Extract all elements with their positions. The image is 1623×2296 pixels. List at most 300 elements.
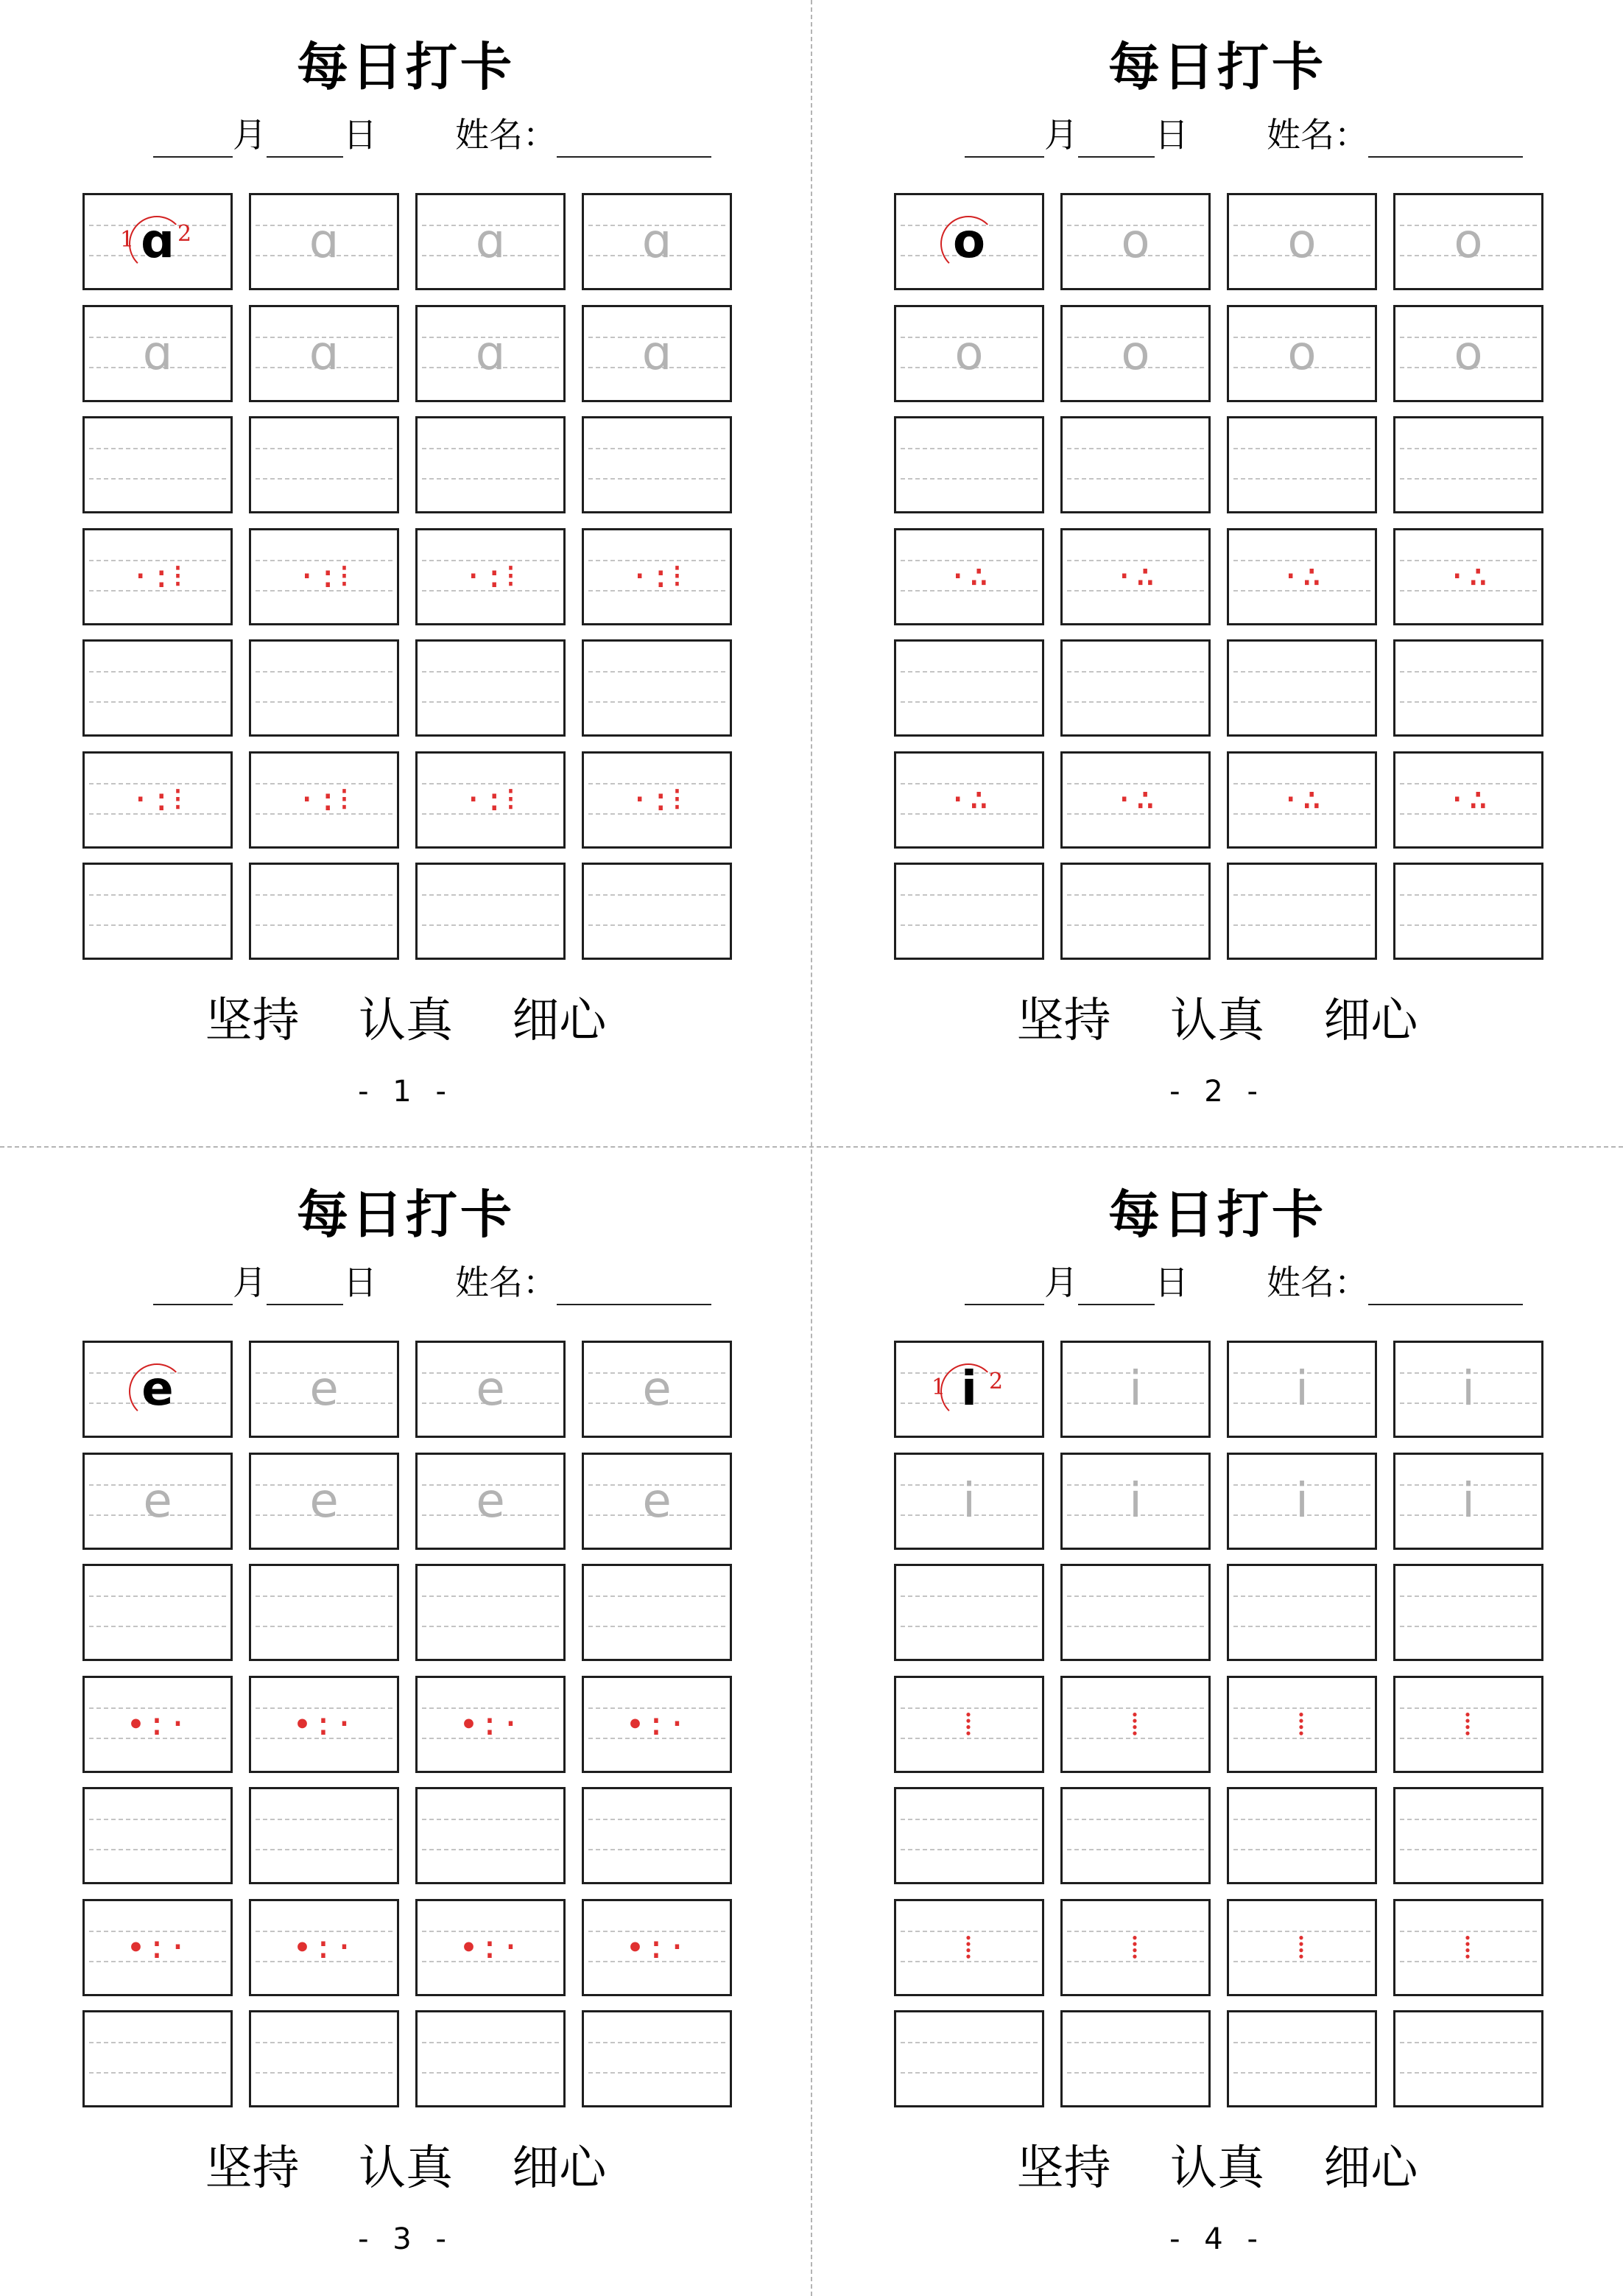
practice-cell[interactable] xyxy=(1227,1676,1377,1773)
dotted-trace-guide: ⁞ xyxy=(1296,1705,1308,1743)
practice-cell[interactable] xyxy=(1393,639,1543,737)
practice-cell[interactable] xyxy=(1393,305,1543,402)
practice-cell[interactable] xyxy=(1227,751,1377,849)
dotted-trace-guide: ·:⁝ xyxy=(297,558,351,595)
practice-cell[interactable] xyxy=(1227,1899,1377,1996)
practice-cell[interactable] xyxy=(1060,2010,1211,2107)
stroke-direction-arc xyxy=(129,216,185,272)
guide-line xyxy=(1400,924,1537,926)
practice-cell[interactable] xyxy=(1060,1899,1211,1996)
guide-line xyxy=(89,1595,226,1597)
practice-cell[interactable] xyxy=(1393,1453,1543,1550)
practice-cell[interactable] xyxy=(1060,1787,1211,1884)
practice-cell[interactable] xyxy=(249,1787,399,1884)
guide-line xyxy=(256,894,392,896)
guide-line xyxy=(1233,1849,1370,1850)
guide-line xyxy=(1233,1595,1370,1597)
practice-cell[interactable] xyxy=(82,1787,233,1884)
guide-line xyxy=(1400,1849,1537,1850)
guide-line xyxy=(588,701,725,703)
trace-letter: e xyxy=(476,1474,505,1528)
practice-cell[interactable] xyxy=(249,416,399,513)
practice-cell[interactable] xyxy=(249,1676,399,1773)
practice-cell[interactable] xyxy=(1060,1564,1211,1661)
name-blank[interactable] xyxy=(1368,1268,1523,1305)
guide-line xyxy=(588,924,725,926)
guide-line xyxy=(256,701,392,703)
practice-cell[interactable] xyxy=(1227,639,1377,737)
practice-cell[interactable] xyxy=(582,305,732,402)
practice-cell[interactable] xyxy=(1227,1341,1377,1438)
practice-cell[interactable] xyxy=(249,193,399,290)
practice-cell[interactable] xyxy=(1393,528,1543,625)
guide-line xyxy=(422,1819,559,1820)
dotted-trace-guide: ·:⁝ xyxy=(130,781,185,818)
dotted-trace-guide: ∙:· xyxy=(126,1928,189,1966)
guide-line xyxy=(1233,671,1370,673)
practice-cell[interactable] xyxy=(1393,1676,1543,1773)
dotted-trace-guide: ·∴ xyxy=(1281,558,1323,595)
trace-letter: o xyxy=(1121,214,1150,269)
name-label: 姓名： xyxy=(455,115,557,155)
practice-cell[interactable] xyxy=(415,1676,566,1773)
stroke-direction-arc xyxy=(129,1363,185,1419)
guide-line xyxy=(1067,924,1204,926)
practice-cell[interactable] xyxy=(1227,1453,1377,1550)
page-number: - 3 - xyxy=(358,2222,454,2256)
practice-cell[interactable] xyxy=(82,1564,233,1661)
day-blank[interactable] xyxy=(1078,121,1155,158)
worksheet-title: 每日打卡 xyxy=(1108,37,1326,97)
day-blank[interactable] xyxy=(1078,1268,1155,1305)
practice-cell[interactable] xyxy=(894,639,1044,737)
date-name-line xyxy=(153,112,711,158)
practice-cell[interactable] xyxy=(82,416,233,513)
guide-line xyxy=(256,448,392,449)
guide-line xyxy=(1067,2072,1204,2074)
guide-line xyxy=(1400,1626,1537,1627)
month-label: 月 xyxy=(1044,1263,1078,1302)
page-number: - 1 - xyxy=(358,1075,454,1109)
guide-line xyxy=(89,2072,226,2074)
trace-letter: ɑ xyxy=(309,326,339,381)
practice-cell[interactable] xyxy=(582,1564,732,1661)
practice-cell[interactable] xyxy=(1060,528,1211,625)
worksheet-title: 每日打卡 xyxy=(297,1184,515,1245)
guide-line xyxy=(901,2072,1038,2074)
practice-cell[interactable] xyxy=(415,1564,566,1661)
guide-line xyxy=(256,1849,392,1850)
guide-line xyxy=(588,894,725,896)
month-blank[interactable] xyxy=(153,121,233,158)
trace-letter: e xyxy=(642,1362,672,1416)
practice-cell[interactable] xyxy=(894,193,1044,290)
guide-line xyxy=(1067,1626,1204,1627)
day-label: 日 xyxy=(343,115,377,155)
dotted-trace-guide: ⁞ xyxy=(1130,1928,1141,1966)
guide-line xyxy=(1233,894,1370,896)
trace-letter: i xyxy=(1462,1474,1475,1528)
guide-line xyxy=(1233,924,1370,926)
practice-cell[interactable] xyxy=(415,1341,566,1438)
practice-cell[interactable] xyxy=(249,305,399,402)
guide-line xyxy=(1400,1819,1537,1820)
trace-letter: o xyxy=(1454,214,1483,269)
trace-letter: ɑ xyxy=(475,326,506,381)
guide-line xyxy=(422,1595,559,1597)
name-label: 姓名： xyxy=(1267,115,1368,155)
motto: 坚持 认真 细心 xyxy=(1016,994,1418,1048)
guide-line xyxy=(1400,1595,1537,1597)
practice-cell[interactable] xyxy=(415,1787,566,1884)
practice-cell[interactable] xyxy=(582,1787,732,1884)
motto: 坚持 认真 细心 xyxy=(205,2141,607,2196)
practice-cell[interactable] xyxy=(415,1453,566,1550)
guide-line xyxy=(422,448,559,449)
practice-cell[interactable] xyxy=(82,1341,233,1438)
guide-line xyxy=(422,1849,559,1850)
practice-cell[interactable] xyxy=(249,751,399,849)
worksheet-title: 每日打卡 xyxy=(297,37,515,97)
guide-line xyxy=(1067,2042,1204,2043)
practice-cell[interactable] xyxy=(415,416,566,513)
practice-cell[interactable] xyxy=(1227,863,1377,960)
trace-letter: o xyxy=(1454,326,1483,381)
guide-line xyxy=(588,1595,725,1597)
practice-cell[interactable] xyxy=(249,1899,399,1996)
dotted-trace-guide: ·:⁝ xyxy=(630,781,684,818)
trace-letter: i xyxy=(1295,1474,1309,1528)
guide-line xyxy=(901,701,1038,703)
month-label: 月 xyxy=(233,1263,267,1302)
guide-line xyxy=(89,478,226,480)
guide-line xyxy=(1067,478,1204,480)
guide-line xyxy=(1233,478,1370,480)
worksheet-2 xyxy=(812,0,1623,1148)
guide-line xyxy=(1400,2042,1537,2043)
practice-cell[interactable] xyxy=(1393,1341,1543,1438)
guide-line xyxy=(1067,894,1204,896)
guide-line xyxy=(588,448,725,449)
trace-letter: o xyxy=(1287,326,1317,381)
guide-line xyxy=(256,1595,392,1597)
dotted-trace-guide: ⁞ xyxy=(1296,1928,1308,1966)
practice-cell[interactable] xyxy=(249,1453,399,1550)
practice-cell[interactable] xyxy=(894,1676,1044,1773)
trace-letter: ɑ xyxy=(475,214,506,269)
practice-cell[interactable] xyxy=(1060,193,1211,290)
practice-cell[interactable] xyxy=(1227,528,1377,625)
guide-line xyxy=(588,478,725,480)
trace-letter: o xyxy=(954,326,984,381)
name-label: 姓名： xyxy=(455,1263,557,1302)
dotted-trace-guide: ·:⁝ xyxy=(463,558,518,595)
practice-cell[interactable] xyxy=(415,2010,566,2107)
day-blank[interactable] xyxy=(267,121,343,158)
practice-cell[interactable] xyxy=(82,1899,233,1996)
practice-cell[interactable] xyxy=(1060,1453,1211,1550)
trace-letter: i xyxy=(962,1474,976,1528)
guide-line xyxy=(1400,894,1537,896)
practice-cell[interactable] xyxy=(82,751,233,849)
guide-line xyxy=(89,2042,226,2043)
practice-cell[interactable] xyxy=(582,528,732,625)
guide-line xyxy=(901,1595,1038,1597)
guide-line xyxy=(89,701,226,703)
dotted-trace-guide: ⁞ xyxy=(1130,1705,1141,1743)
trace-letter: i xyxy=(1129,1474,1142,1528)
practice-cell[interactable] xyxy=(1393,2010,1543,2107)
practice-cell[interactable] xyxy=(582,1453,732,1550)
month-blank[interactable] xyxy=(153,1268,233,1305)
practice-cell[interactable] xyxy=(1393,1787,1543,1884)
model-letter: o xyxy=(953,214,985,269)
practice-cell[interactable] xyxy=(1227,193,1377,290)
guide-line xyxy=(588,2072,725,2074)
trace-letter: i xyxy=(1462,1362,1475,1416)
guide-line xyxy=(256,924,392,926)
stroke-direction-arc xyxy=(940,216,996,272)
practice-cell[interactable] xyxy=(82,639,233,737)
guide-line xyxy=(1067,1849,1204,1850)
guide-line xyxy=(89,1819,226,1820)
guide-line xyxy=(901,924,1038,926)
practice-cell[interactable] xyxy=(894,416,1044,513)
guide-line xyxy=(89,924,226,926)
practice-cell[interactable] xyxy=(82,193,233,290)
dotted-trace-guide: ∙:· xyxy=(625,1928,689,1966)
dotted-trace-guide: ⁞ xyxy=(963,1928,975,1966)
practice-cell[interactable] xyxy=(415,1899,566,1996)
guide-line xyxy=(1233,701,1370,703)
guide-line xyxy=(901,1849,1038,1850)
day-label: 日 xyxy=(1155,1263,1189,1302)
trace-letter: ɑ xyxy=(309,214,339,269)
practice-cell[interactable] xyxy=(894,1453,1044,1550)
dotted-trace-guide: ∙:· xyxy=(459,1705,522,1743)
worksheet-title: 每日打卡 xyxy=(1108,1184,1326,1245)
practice-cell[interactable] xyxy=(415,528,566,625)
trace-letter: o xyxy=(1287,214,1317,269)
date-name-line xyxy=(965,112,1523,158)
practice-cell[interactable] xyxy=(1227,2010,1377,2107)
practice-cell[interactable] xyxy=(894,751,1044,849)
guide-line xyxy=(1400,2072,1537,2074)
practice-cell[interactable] xyxy=(1393,193,1543,290)
practice-cell[interactable] xyxy=(1060,751,1211,849)
stroke-order-number: 2 xyxy=(989,1369,1004,1394)
dotted-trace-guide: ·∴ xyxy=(1447,781,1490,818)
guide-line xyxy=(256,1626,392,1627)
dotted-trace-guide: ·∴ xyxy=(948,781,990,818)
guide-line xyxy=(256,671,392,673)
practice-cell[interactable] xyxy=(582,751,732,849)
worksheet-4 xyxy=(812,1148,1623,2295)
practice-cell[interactable] xyxy=(82,2010,233,2107)
guide-line xyxy=(89,671,226,673)
dotted-trace-guide: ∙:· xyxy=(459,1928,522,1966)
guide-line xyxy=(1233,1819,1370,1820)
guide-line xyxy=(89,1849,226,1850)
dotted-trace-guide: ·∴ xyxy=(1114,558,1157,595)
practice-cell[interactable] xyxy=(1393,1564,1543,1661)
trace-letter: e xyxy=(309,1474,339,1528)
practice-cell[interactable] xyxy=(1393,1899,1543,1996)
practice-cell[interactable] xyxy=(415,863,566,960)
practice-cell[interactable] xyxy=(894,863,1044,960)
guide-line xyxy=(256,2042,392,2043)
practice-cell[interactable] xyxy=(1227,305,1377,402)
dotted-trace-guide: ·:⁝ xyxy=(130,558,185,595)
worksheet-1 xyxy=(0,0,812,1148)
dotted-trace-guide: ·∴ xyxy=(1114,781,1157,818)
guide-line xyxy=(89,1626,226,1627)
practice-cell[interactable] xyxy=(582,2010,732,2107)
practice-cell[interactable] xyxy=(82,1676,233,1773)
guide-line xyxy=(1067,448,1204,449)
practice-cell[interactable] xyxy=(249,1564,399,1661)
practice-cell[interactable] xyxy=(1393,416,1543,513)
guide-line xyxy=(901,671,1038,673)
practice-cell[interactable] xyxy=(415,193,566,290)
guide-line xyxy=(422,701,559,703)
trace-letter: e xyxy=(143,1474,172,1528)
guide-line xyxy=(1233,1626,1370,1627)
guide-line xyxy=(89,448,226,449)
guide-line xyxy=(588,671,725,673)
dotted-trace-guide: ⁞ xyxy=(1462,1705,1474,1743)
day-label: 日 xyxy=(343,1263,377,1302)
guide-line xyxy=(901,894,1038,896)
stroke-direction-arc xyxy=(940,1363,996,1419)
guide-line xyxy=(422,478,559,480)
practice-cell[interactable] xyxy=(415,639,566,737)
month-blank[interactable] xyxy=(965,1268,1044,1305)
practice-cell[interactable] xyxy=(82,863,233,960)
guide-line xyxy=(1400,671,1537,673)
practice-cell[interactable] xyxy=(1060,305,1211,402)
guide-line xyxy=(901,1819,1038,1820)
guide-line xyxy=(422,2072,559,2074)
model-letter: ɑ xyxy=(141,214,175,269)
practice-cell[interactable] xyxy=(894,528,1044,625)
practice-cell[interactable] xyxy=(249,639,399,737)
month-blank[interactable] xyxy=(965,121,1044,158)
date-name-line xyxy=(965,1260,1523,1305)
practice-cell[interactable] xyxy=(249,528,399,625)
guide-line xyxy=(422,2042,559,2043)
guide-line xyxy=(588,1819,725,1820)
name-blank[interactable] xyxy=(1368,121,1523,158)
guide-line xyxy=(901,1626,1038,1627)
practice-cell[interactable] xyxy=(415,305,566,402)
practice-cell[interactable] xyxy=(82,528,233,625)
trace-letter: i xyxy=(1129,1362,1142,1416)
dotted-trace-guide: ⁞ xyxy=(1462,1928,1474,1966)
guide-line xyxy=(256,1819,392,1820)
dotted-trace-guide: ·:⁝ xyxy=(297,781,351,818)
guide-line xyxy=(256,478,392,480)
trace-letter: e xyxy=(642,1474,672,1528)
practice-cell[interactable] xyxy=(582,1899,732,1996)
practice-cell[interactable] xyxy=(1227,1787,1377,1884)
practice-cell[interactable] xyxy=(1393,863,1543,960)
guide-line xyxy=(89,894,226,896)
practice-cell[interactable] xyxy=(894,1899,1044,1996)
practice-cell[interactable] xyxy=(582,639,732,737)
practice-cell[interactable] xyxy=(249,1341,399,1438)
practice-cell[interactable] xyxy=(582,863,732,960)
practice-cell[interactable] xyxy=(894,305,1044,402)
dotted-trace-guide: ·∴ xyxy=(1447,558,1490,595)
guide-line xyxy=(588,1626,725,1627)
model-letter: i xyxy=(961,1362,977,1416)
guide-line xyxy=(422,1626,559,1627)
practice-cell[interactable] xyxy=(894,1564,1044,1661)
practice-cell[interactable] xyxy=(582,1341,732,1438)
motto: 坚持 认真 细心 xyxy=(1016,2141,1418,2196)
dotted-trace-guide: ∙:· xyxy=(292,1928,356,1966)
practice-cell[interactable] xyxy=(82,1453,233,1550)
guide-line xyxy=(1400,448,1537,449)
practice-cell[interactable] xyxy=(82,305,233,402)
stroke-order-number: 1 xyxy=(120,227,135,253)
guide-line xyxy=(1400,701,1537,703)
guide-line xyxy=(422,894,559,896)
dotted-trace-guide: ·∴ xyxy=(948,558,990,595)
dotted-trace-guide: ∙:· xyxy=(126,1705,189,1743)
guide-line xyxy=(901,478,1038,480)
day-blank[interactable] xyxy=(267,1268,343,1305)
practice-cell[interactable] xyxy=(1060,416,1211,513)
practice-cell[interactable] xyxy=(1060,1341,1211,1438)
name-label: 姓名： xyxy=(1267,1263,1368,1302)
guide-line xyxy=(1067,701,1204,703)
practice-cell[interactable] xyxy=(1060,863,1211,960)
guide-line xyxy=(901,2042,1038,2043)
trace-letter: ɑ xyxy=(142,326,173,381)
practice-cell[interactable] xyxy=(1060,1676,1211,1773)
trace-letter: i xyxy=(1295,1362,1309,1416)
practice-cell[interactable] xyxy=(582,416,732,513)
page-number: - 2 - xyxy=(1169,1075,1265,1109)
stroke-order-number: 2 xyxy=(177,221,192,247)
guide-line xyxy=(1233,448,1370,449)
practice-cell[interactable] xyxy=(249,2010,399,2107)
practice-cell[interactable] xyxy=(582,1676,732,1773)
month-label: 月 xyxy=(233,115,267,155)
guide-line xyxy=(1233,2072,1370,2074)
dotted-trace-guide: ⁞ xyxy=(963,1705,975,1743)
practice-cell[interactable] xyxy=(1227,1564,1377,1661)
practice-cell[interactable] xyxy=(415,751,566,849)
guide-line xyxy=(1233,2042,1370,2043)
guide-line xyxy=(422,924,559,926)
name-blank[interactable] xyxy=(557,1268,711,1305)
trace-letter: ɑ xyxy=(641,214,672,269)
practice-cell[interactable] xyxy=(249,863,399,960)
practice-cell[interactable] xyxy=(1060,639,1211,737)
dotted-trace-guide: ·∴ xyxy=(1281,781,1323,818)
practice-cell[interactable] xyxy=(894,1341,1044,1438)
name-blank[interactable] xyxy=(557,121,711,158)
practice-cell[interactable] xyxy=(1393,751,1543,849)
practice-cell[interactable] xyxy=(1227,416,1377,513)
practice-cell[interactable] xyxy=(894,1787,1044,1884)
dotted-trace-guide: ∙:· xyxy=(625,1705,689,1743)
practice-cell[interactable] xyxy=(894,2010,1044,2107)
practice-cell[interactable] xyxy=(582,193,732,290)
